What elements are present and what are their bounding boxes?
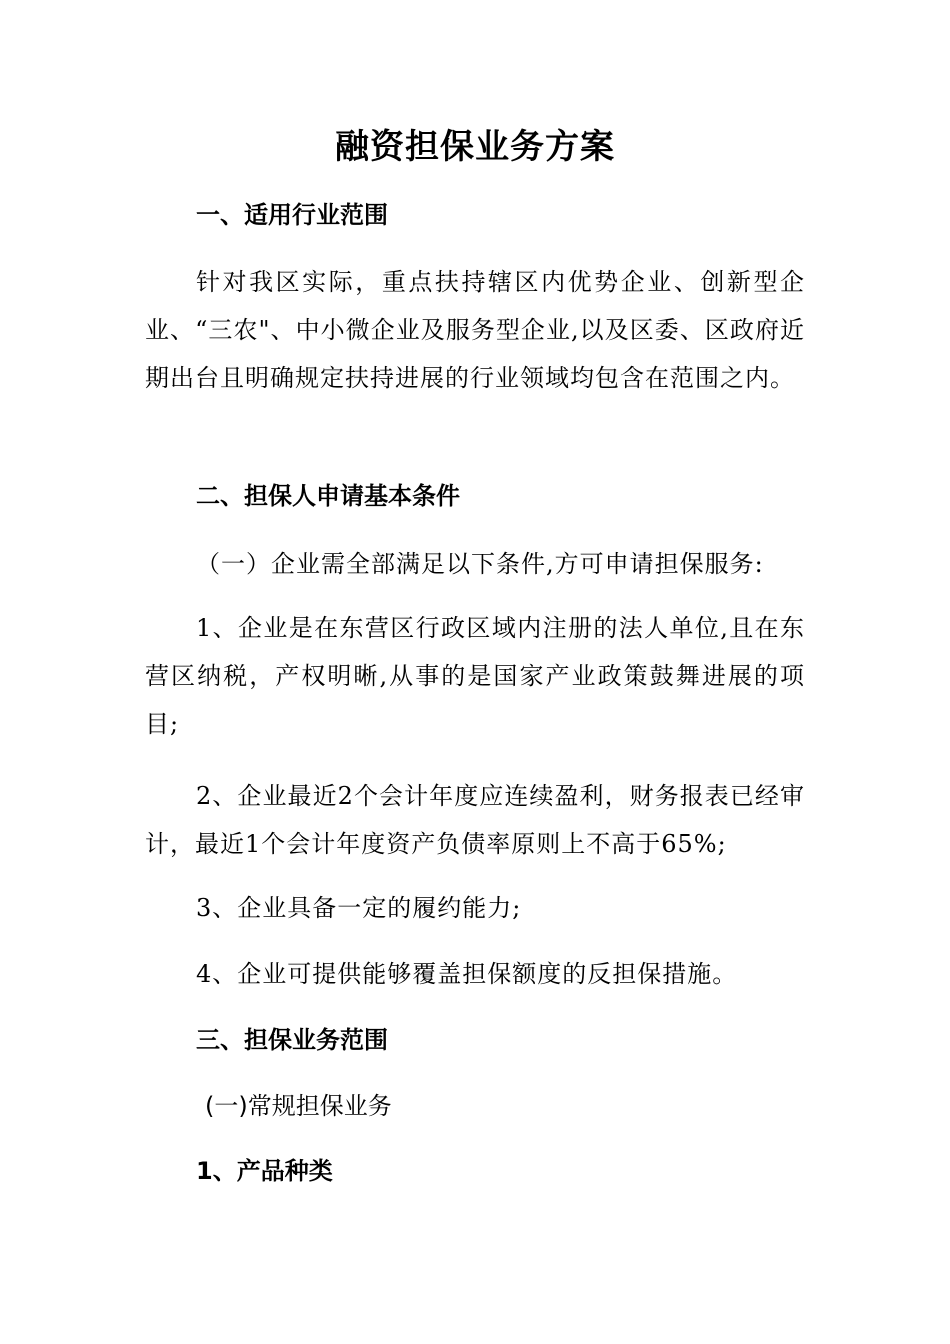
section-heading-application-conditions: 二、担保人申请基本条件	[196, 482, 460, 510]
condition-item-2: 2、企业最近2个会计年度应连续盈利，财务报表已经审计，最近1个会计年度资产负债率原则上不高于65%;	[145, 782, 805, 858]
subheading-conditions-requirement: （一）企业需全部满足以下条件,方可申请担保服务:	[196, 550, 764, 578]
condition-item-4: 4、企业可提供能够覆盖担保额度的反担保措施。	[196, 960, 738, 988]
section-heading-industry-scope: 一、适用行业范围	[196, 201, 388, 229]
paragraph-industry-scope: 针对我区实际，重点扶持辖区内优势企业、创新型企业、“三农"、中小微企业及服务型企业,以及区委、区政府近期出台且明确规定扶持进展的行业领域均包含在范围之内。	[145, 268, 805, 392]
condition-item-1: 1、企业是在东营区行政区域内注册的法人单位,且在东营区纳税，产权明晰,从事的是国家产业政策鼓舞进展的项目;	[145, 614, 805, 738]
document-title: 融资担保业务方案	[335, 127, 615, 167]
subheading-regular-guarantee: (一)常规担保业务	[205, 1092, 392, 1120]
section-heading-business-scope: 三、担保业务范围	[196, 1026, 388, 1054]
condition-item-3: 3、企业具备一定的履约能力;	[196, 894, 522, 922]
item-heading-product-types: 1、产品种类	[196, 1157, 333, 1185]
